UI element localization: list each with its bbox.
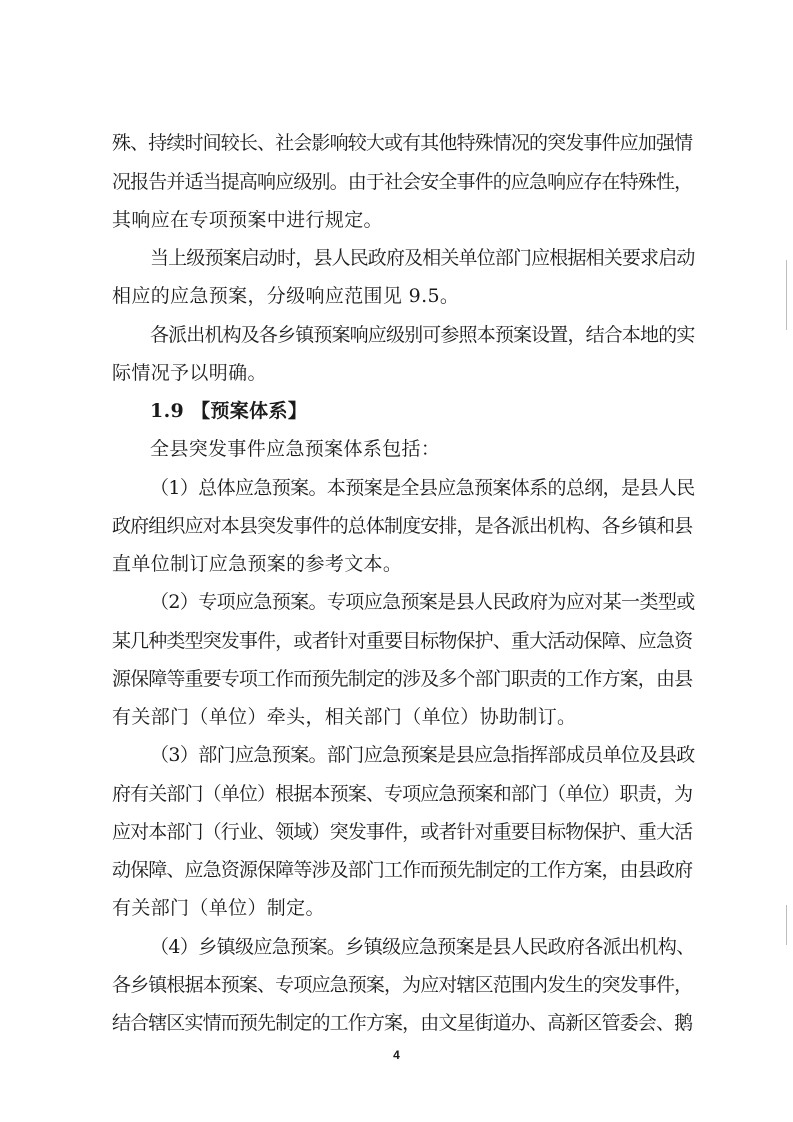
text-line: （4）乡镇级应急预案。乡镇级应急预案是县人民政府各派出机构、: [150, 936, 695, 958]
text-line: 有关部门（单位）牵头，相关部门（单位）协助制订。: [112, 706, 577, 728]
text-line: （3）部门应急预案。部门应急预案是县应急指挥部成员单位及县政: [150, 744, 695, 766]
text-line: 源保障等重要专项工作而预先制定的涉及多个部门职责的工作方案，由县: [112, 668, 693, 690]
text-line: 各派出机构及各乡镇预案响应级别可参照本预案设置，结合本地的实: [150, 324, 695, 346]
section-heading: 1.9 【预案体系】: [150, 400, 308, 422]
text-line: 动保障、应急资源保障等涉及部门工作而预先制定的工作方案，由县政府: [112, 859, 693, 881]
text-line: 相应的应急预案，分级响应范围见 9.5。: [112, 285, 460, 307]
text-line: 应对本部门（行业、领域）突发事件，或者针对重要目标物保护、重大活: [112, 821, 693, 843]
text-line: 全县突发事件应急预案体系包括：: [150, 438, 441, 460]
text-line: 直单位制订应急预案的参考文本。: [112, 553, 403, 575]
text-line: 府有关部门（单位）根据本预案、专项应急预案和部门（单位）职责，为: [112, 783, 693, 805]
text-line: 其响应在专项预案中进行规定。: [112, 209, 383, 231]
text-line: （2）专项应急预案。专项应急预案是县人民政府为应对某一类型或: [150, 591, 695, 613]
text-line: 某几种类型突发事件，或者针对重要目标物保护、重大活动保障、应急资: [112, 630, 693, 652]
scan-edge-mark: [786, 260, 787, 330]
text-line: 各乡镇根据本预案、专项应急预案，为应对辖区范围内发生的突发事件，: [112, 974, 693, 996]
scan-edge-mark: [786, 905, 787, 945]
text-line: 况报告并适当提高响应级别。由于社会安全事件的应急响应存在特殊性，: [112, 171, 693, 193]
text-line: 结合辖区实情而预先制定的工作方案，由文星街道办、高新区管委会、鹅: [112, 1012, 693, 1034]
text-line: 政府组织应对本县突发事件的总体制度安排，是各派出机构、各乡镇和县: [112, 515, 693, 537]
text-line: 当上级预案启动时，县人民政府及相关单位部门应根据相关要求启动: [150, 247, 695, 269]
text-line: 有关部门（单位）制定。: [112, 897, 325, 919]
text-line: 殊、持续时间较长、社会影响较大或有其他特殊情况的突发事件应加强情: [112, 132, 693, 154]
text-line: （1）总体应急预案。本预案是全县应急预案体系的总纲，是县人民: [150, 477, 695, 499]
page-number: 4: [393, 1048, 400, 1062]
text-line: 际情况予以明确。: [112, 362, 267, 384]
